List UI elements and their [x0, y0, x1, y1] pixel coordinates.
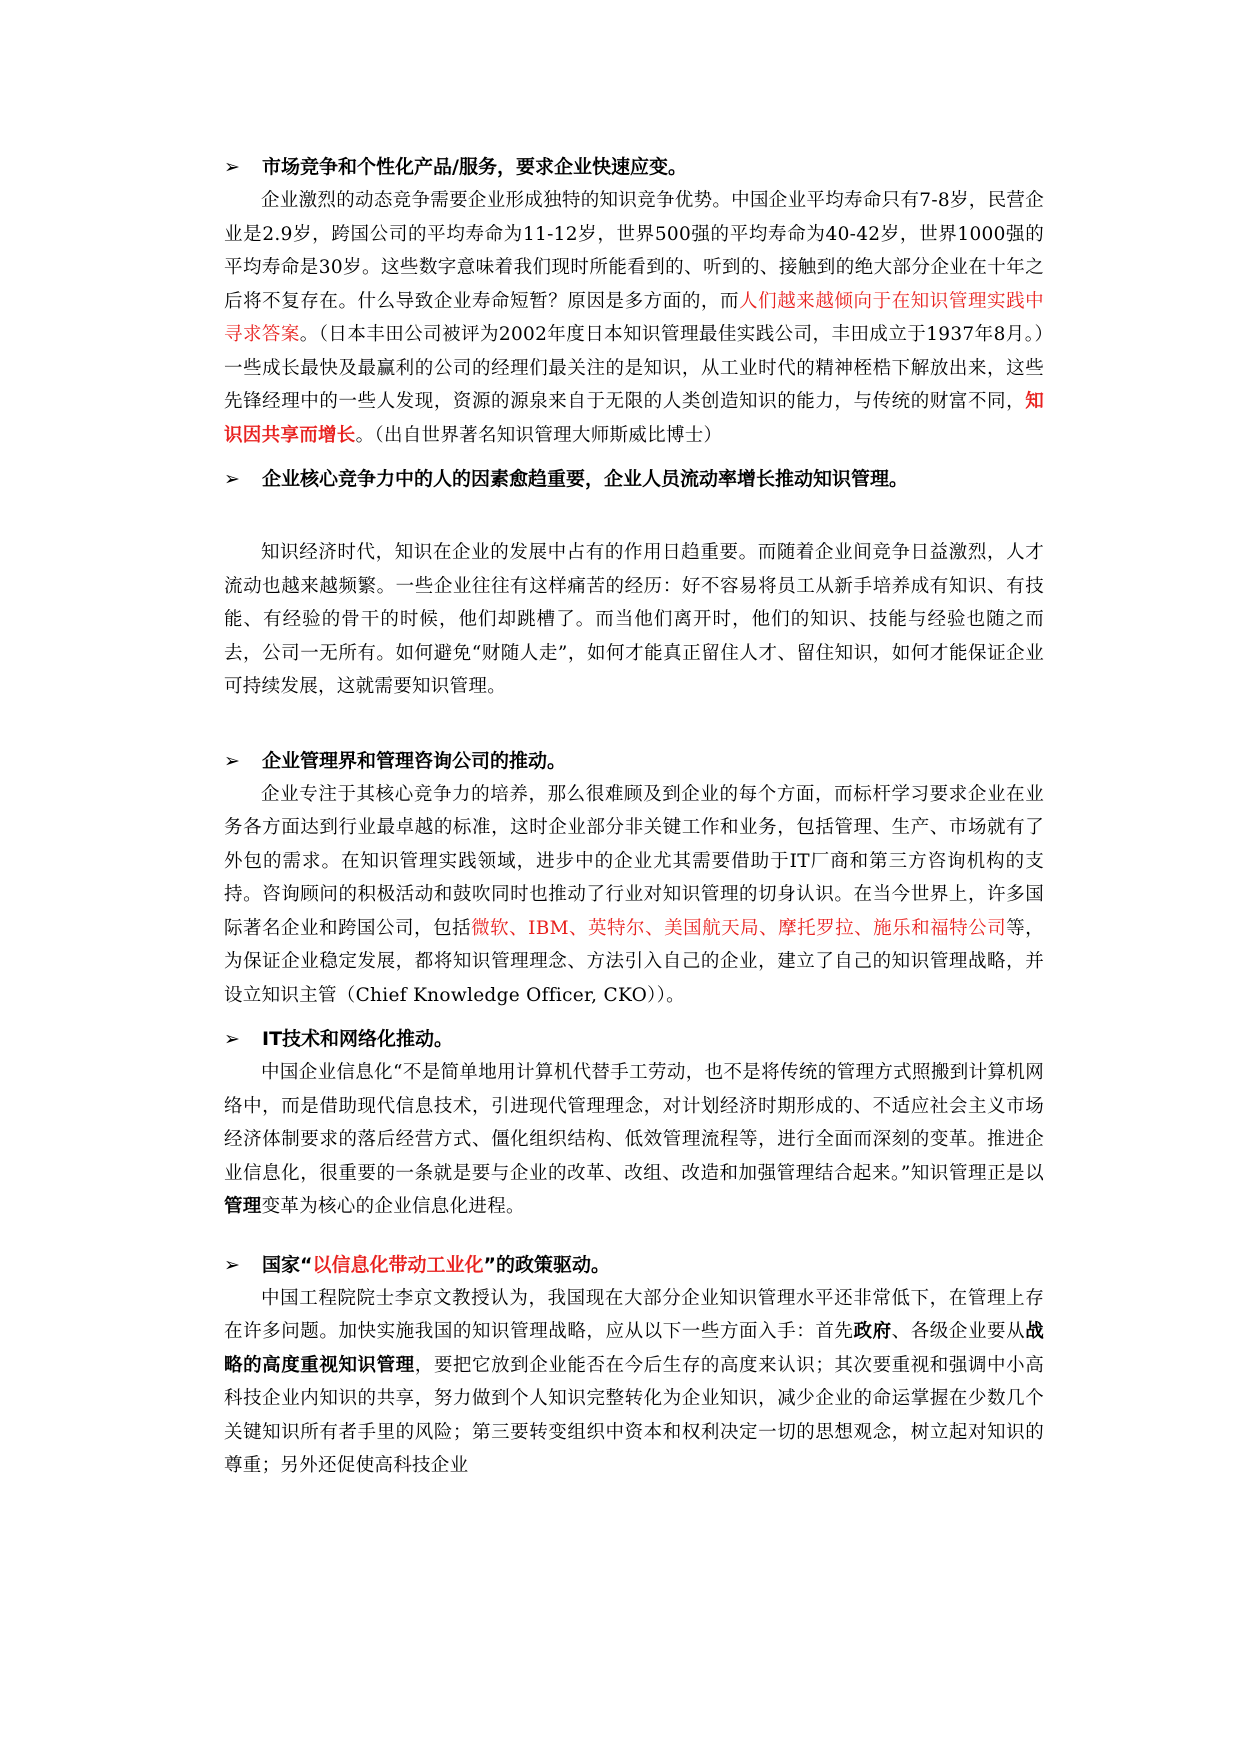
highlight-bold-text: 知识因共享而增长 — [224, 391, 1044, 446]
section-paragraph-5 — [224, 1282, 1044, 1483]
paragraph-text: ，要把它放到企业能否在今后生存的高度来认识；其次要重视和强调中小高科技企业内知识的共享，努力做到个人知识完整转化为企业知识，减少企业的命运掌握在少数几个关键知识所有者手里的风险；第三要转变组织中资本和权利决定一切的思想观念，树立起对知识的尊重；另外还促使高科技企业 — [224, 1354, 1044, 1476]
paragraph-text: 等，为保证企业稳定发展，都将知识管理理念、方法引入自己的企业，建立了自己的知识管理战略，并设立知识主管（Chief Knowledge Officer, CKO））。 — [224, 917, 1044, 1006]
bold-text: 管理 — [224, 1196, 262, 1217]
paragraph-text: 。（日本丰田公司被评为2002年度日本知识管理最佳实践公司，丰田成立于1937年8月。）一些成长最快及最赢利的公司的经理们最关注的是知识，从工业时代的精神桎梏下解放出来，这些先锋经理中的一些人发现，资源的源泉来自于无限的人类创造知识的能力，与传统的财富不同， — [224, 324, 1044, 412]
arrow-bullet-icon: ➢ — [224, 468, 240, 490]
heading-text: 企业管理界和管理咨询公司的推动。 — [262, 749, 567, 772]
heading-highlight-text: 以信息化带动工业化 — [312, 1253, 484, 1276]
section-heading-1 — [224, 150, 1044, 184]
bold-text: 政府 — [853, 1321, 892, 1342]
heading-text: 企业核心竞争力中的人的因素愈趋重要，企业人员流动率增长推动知识管理。 — [262, 468, 909, 490]
paragraph-text: 中国工程院院士李京文教授认为，我国现在大部分企业知识管理水平还非常低下，在管理上存在许多问题。加快实施我国的知识管理战略，应从以下一些方面入手：首先 — [224, 1287, 1044, 1342]
highlight-text: 微软、IBM、英特尔、美国航天局、摩托罗拉、施乐和福特公司 — [471, 917, 1007, 939]
section-paragraph-3 — [224, 778, 1044, 1013]
paragraph-text: 。（出自世界著名知识管理大师斯威比博士） — [355, 424, 723, 446]
paragraph-text: 企业专注于其核心竞争力的培养，那么很难顾及到企业的每个方面，而标杆学习要求企业在业务各方面达到行业最卓越的标准，这时企业部分非关键工作和业务，包括管理、生产、市场就有了外包的需求。在知识管理实践领域，进步中的企业尤其需要借助于IT厂商和第三方咨询机构的支持。咨询顾问的积极活动和鼓吹同时也推动了行业对知识管理的切身认识。在当今世界上，许多国际著名企业和跨国公司，包括 — [224, 783, 1044, 939]
paragraph-text: 企业激烈的动态竞争需要企业形成独特的知识竞争优势。中国企业平均寿命只有7-8岁，民营企业是2.9岁，跨国公司的平均寿命为11-12岁，世界500强的平均寿命为40-42岁，世界1000强的平均寿命是30岁。这些数字意味着我们现时所能看到的、听到的、接触到的绝大部分企业在十年之后将不复存在。什么导致企业寿命短暂？原因是多方面的，而 — [224, 190, 1044, 312]
heading-text: IT技术和网络化推动。 — [262, 1028, 454, 1050]
heading-text: ”的政策驱动。 — [483, 1253, 611, 1276]
arrow-bullet-icon: ➢ — [224, 749, 240, 772]
section-heading-2 — [224, 462, 1044, 496]
section-heading-5 — [224, 1248, 1044, 1282]
heading-text: 市场竞争和个性化产品/服务，要求企业快速应变。 — [262, 156, 687, 178]
heading-text: 国家“ — [262, 1253, 313, 1276]
section-heading-3 — [224, 744, 1044, 778]
section-heading-4 — [224, 1022, 1044, 1056]
paragraph-text: 中国企业信息化“不是简单地用计算机代替手工劳动，也不是将传统的管理方式照搬到计算机网络中，而是借助现代信息技术，引进现代管理理念，对计划经济时期形成的、不适应社会主义市场经济体制要求的落后经营方式、僵化组织结构、低效管理流程等，进行全面而深刻的变革。推进企业信息化，很重要的一条就是要与企业的改革、改组、改造和加强管理结合起来。”知识管理正是以 — [224, 1062, 1044, 1184]
arrow-bullet-icon: ➢ — [224, 156, 240, 178]
bold-text: 战略的高度重视知识管理 — [224, 1321, 1044, 1376]
section-paragraph-1 — [224, 184, 1044, 452]
section-paragraph-2 — [224, 536, 1044, 704]
highlight-text: 人们越来越倾向于在知识管理实践中寻求答案 — [224, 290, 1044, 345]
paragraph-text: 知识经济时代，知识在企业的发展中占有的作用日趋重要。而随着企业间竞争日益激烈，人才流动也越来越频繁。一些企业往往有这样痛苦的经历：好不容易将员工从新手培养成有知识、有技能、有经验的骨干的时候，他们却跳槽了。而当他们离开时，他们的知识、技能与经验也随之而去，公司一无所有。如何避免“财随人走”，如何才能真正留住人才、留住知识，如何才能保证企业可持续发展，这就需要知识管理。 — [224, 542, 1044, 697]
paragraph-text: 变革为核心的企业信息化进程。 — [261, 1196, 525, 1217]
paragraph-text: 、各级企业要从 — [891, 1321, 1026, 1342]
section-paragraph-4 — [224, 1056, 1044, 1224]
document-page — [224, 150, 1044, 1483]
arrow-bullet-icon: ➢ — [224, 1253, 240, 1276]
arrow-bullet-icon: ➢ — [224, 1028, 240, 1050]
